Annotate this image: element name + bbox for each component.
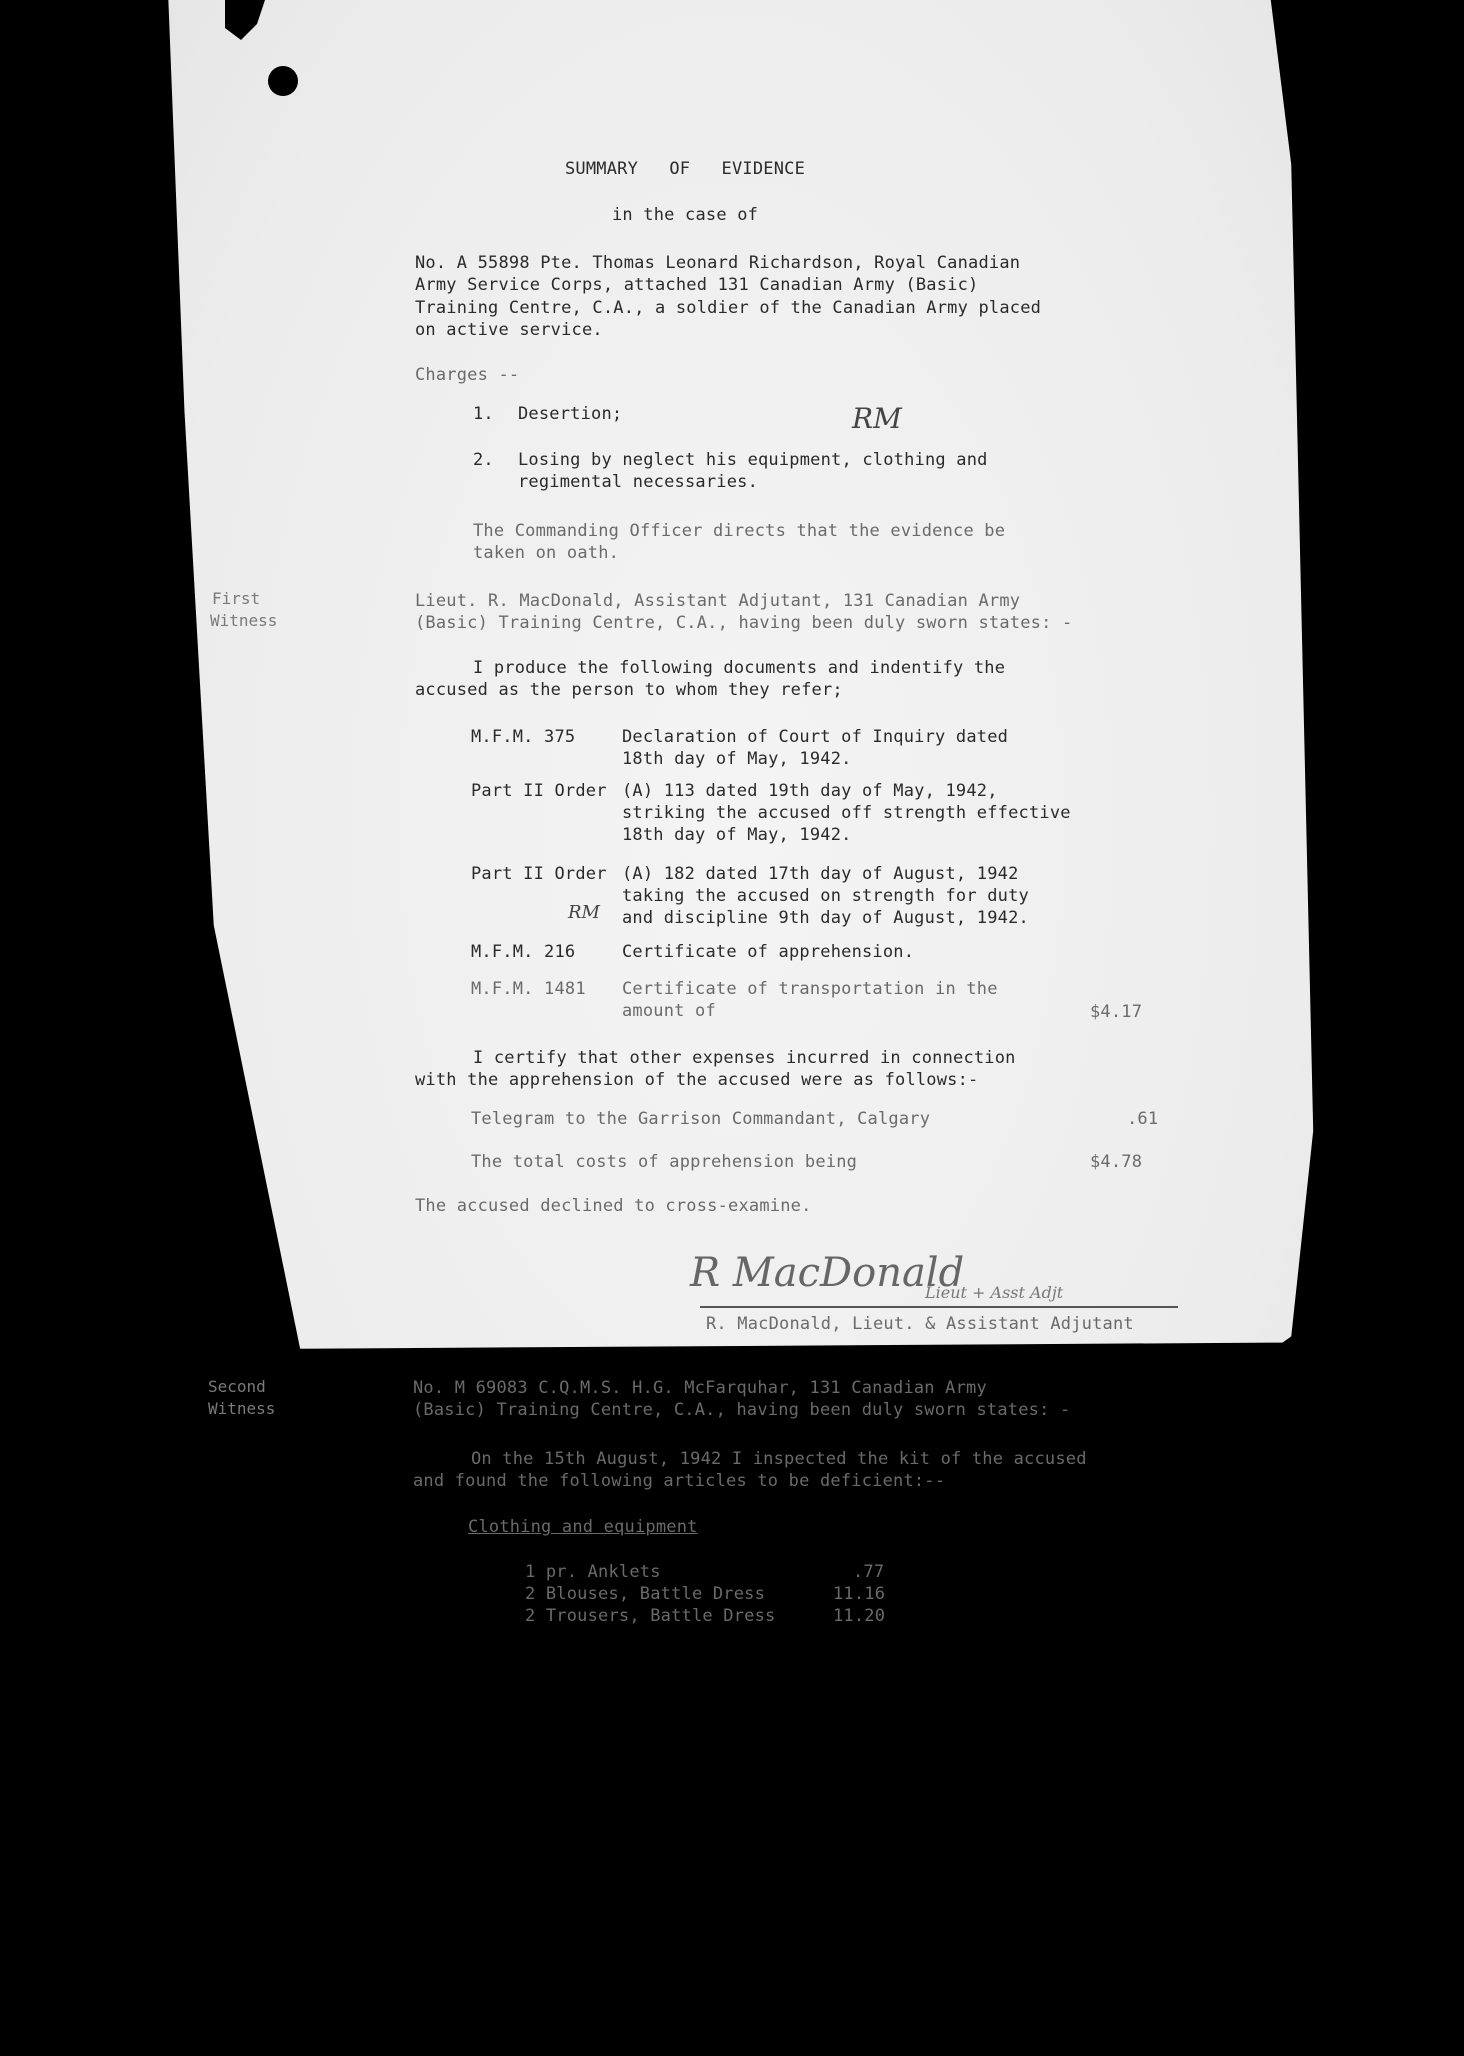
clothing-header: Clothing and equipment [468,1517,698,1537]
certify-line-1: I certify that other expenses incurred in connection [473,1048,1016,1068]
doc-1-ref: M.F.M. 375 [471,727,576,747]
produce-line-1: I produce the following documents and indentify the [473,658,1006,678]
item-1-text: 1 pr. Anklets [525,1562,661,1582]
doc-3-line-1: (A) 182 dated 17th day of August, 1942 [622,864,1019,884]
doc-5-ref: M.F.M. 1481 [471,979,586,999]
first-witness-intro-2: (Basic) Training Centre, C.A., having been duly sworn states: - [415,613,1073,633]
charge-1-text: Desertion; [518,404,623,424]
second-witness-label-2: Witness [208,1399,276,1418]
second-witness-intro-2: (Basic) Training Centre, C.A., having been duly sworn states: - [413,1400,1071,1420]
doc-2-line-3: 18th day of May, 1942. [622,825,852,845]
signature-line [700,1306,1178,1308]
charge-1-num: 1. [473,404,494,424]
first-witness-label-1: First [212,589,261,608]
telegram-text: Telegram to the Garrison Commandant, Calgary [471,1109,931,1129]
item-2-amount: 11.16 [833,1584,886,1604]
item-2-text: 2 Blouses, Battle Dress [525,1584,766,1604]
item-3-amount: 11.20 [833,1606,886,1626]
charge-2-line-1: Losing by neglect his equipment, clothing and [518,450,988,470]
doc-1-line-2: 18th day of May, 1942. [622,749,852,769]
intro-line-4: on active service. [415,320,603,340]
telegram-amount: .61 [1127,1109,1159,1129]
doc-5-line-1: Certificate of transportation in the [622,979,998,999]
kit-line-1: On the 15th August, 1942 I inspected the kit of the accused [471,1449,1087,1469]
signature-handwritten-note: Lieut + Asst Adjt [925,1283,1064,1302]
document-subtitle: in the case of [612,205,759,225]
initials-mark: RM [852,402,902,435]
charges-label: Charges -- [415,365,520,385]
doc-3-ref: Part II Order [471,864,607,884]
punch-hole [268,66,298,96]
doc-3-line-3: and discipline 9th day of August, 1942. [622,908,1029,928]
item-1-amount: .77 [853,1562,885,1582]
doc-1-line-1: Declaration of Court of Inquiry dated [622,727,1009,747]
first-witness-intro-1: Lieut. R. MacDonald, Assistant Adjutant, 131 Canadian Army [415,591,1021,611]
first-witness-label-2: Witness [210,611,278,630]
doc-4-ref: M.F.M. 216 [471,942,576,962]
signature-typed: R. MacDonald, Lieut. & Assistant Adjutant [706,1314,1134,1334]
charge-2-num: 2. [473,450,494,470]
oath-line-1: The Commanding Officer directs that the evidence be [473,521,1006,541]
charge-2-line-2: regimental necessaries. [518,472,759,492]
produce-line-2: accused as the person to whom they refer; [415,680,843,700]
doc-4-line-1: Certificate of apprehension. [622,942,915,962]
doc-3-line-2: taking the accused on strength for duty [622,886,1029,906]
declined-line: The accused declined to cross-examine. [415,1196,812,1216]
intro-line-2: Army Service Corps, attached 131 Canadian Army (Basic) [415,275,979,295]
intro-line-3: Training Centre, C.A., a soldier of the Canadian Army placed [415,298,1042,318]
kit-line-2: and found the following articles to be deficient:-- [413,1471,946,1491]
oath-line-2: taken on oath. [473,543,620,563]
doc-5-line-2: amount of [622,1001,716,1021]
total-text: The total costs of apprehension being [471,1152,858,1172]
doc-2-ref: Part II Order [471,781,607,801]
signature-handwritten: R MacDonald [690,1250,965,1296]
doc-2-line-1: (A) 113 dated 19th day of May, 1942, [622,781,998,801]
second-witness-label-1: Second [208,1377,266,1396]
certify-line-2: with the apprehension of the accused were as follows:- [415,1070,979,1090]
second-witness-intro-1: No. M 69083 C.Q.M.S. H.G. McFarquhar, 131 Canadian Army [413,1378,987,1398]
initials-mark-2: RM [568,902,600,923]
document-title: SUMMARY OF EVIDENCE [565,159,806,179]
doc-5-amount: $4.17 [1090,1002,1143,1022]
item-3-text: 2 Trousers, Battle Dress [525,1606,776,1626]
total-amount: $4.78 [1090,1152,1143,1172]
intro-line-1: No. A 55898 Pte. Thomas Leonard Richardson, Royal Canadian [415,253,1021,273]
doc-2-line-2: striking the accused off strength effective [622,803,1071,823]
